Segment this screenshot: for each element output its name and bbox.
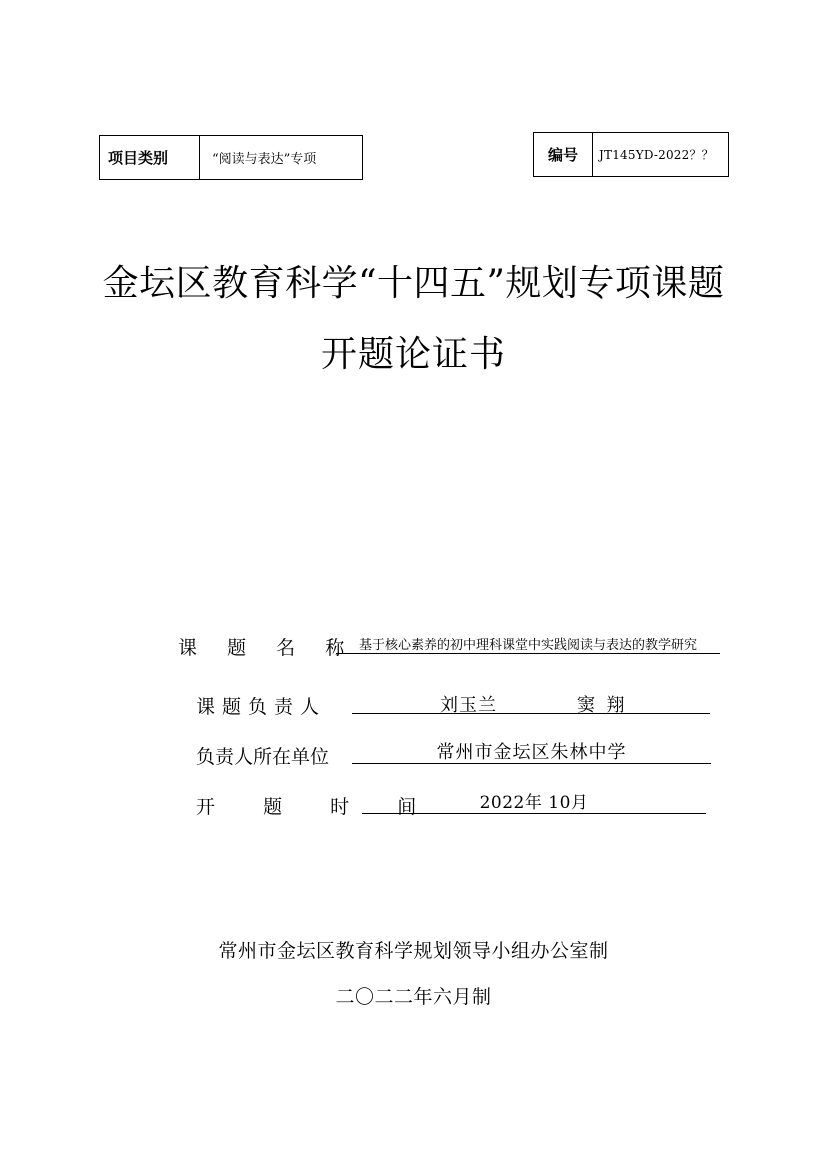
- document-subtitle: 开题论证书: [320, 334, 506, 375]
- project-number-value: JT145YD-2022？？: [599, 148, 714, 162]
- leader-name-2: 窦 翔: [577, 695, 625, 714]
- unit-value: 常州市金坛区朱林中学: [352, 739, 711, 764]
- leader-name-1: 刘玉兰: [440, 695, 497, 714]
- unit-label: 负责人所在单位: [196, 746, 330, 768]
- topic-name-value: 基于核心素养的初中理科课堂中实践阅读与表达的教学研究: [336, 631, 720, 654]
- time-value: 2022年 10月: [362, 789, 706, 814]
- time-label: 开 题 时 间: [196, 796, 429, 818]
- leader-line: [352, 689, 710, 714]
- issuer-text: 常州市金坛区教育科学规划领导小组办公室制: [218, 940, 609, 962]
- project-number-label: 编号: [534, 133, 593, 176]
- project-category-value: “阅读与表达”专项: [212, 152, 317, 167]
- leader-label: 课题负责人: [196, 696, 327, 718]
- project-category-box: [99, 135, 363, 180]
- document-title: 金坛区教育科学“十四五”规划专项课题: [102, 263, 725, 304]
- project-category-label: 项目类别: [100, 136, 200, 179]
- issue-date-text: 二〇二二年六月制: [335, 986, 492, 1008]
- topic-name-label: 课 题 名 称: [178, 637, 351, 659]
- project-number-box: [533, 132, 729, 177]
